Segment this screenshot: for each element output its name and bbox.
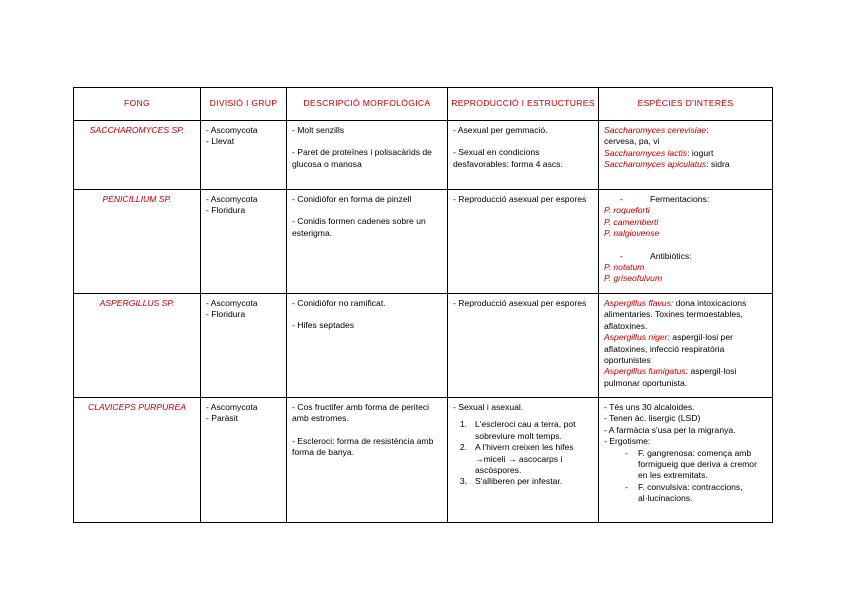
division-cell: - Ascomycota - Floridura (201, 294, 287, 398)
table-row (74, 294, 773, 398)
header-especies: ESPÈCIES D'INTERÈS (599, 88, 773, 121)
morphology-cell: - Cos fructifer amb forma de periteci amb estromes. - Escleroci: forma de resistència amb forma de banya. (287, 398, 448, 523)
header-divisio: DIVISIÓ I GRUP (201, 88, 287, 121)
reproduction-cell: - Reproducció asexual per espores (448, 190, 599, 294)
reproduction-cell: - Asexual per gemmació. - Sexual en condicions desfavorables: forma 4 ascs. (448, 121, 599, 190)
header-descripcio: DESCRIPCIÓ MORFOLÒGICA (287, 88, 448, 121)
header-reproduccio: REPRODUCCIÓ I ESTRUCTURES (448, 88, 599, 121)
fungus-name-cell: SACCHAROMYCES SP. (74, 121, 201, 190)
morphology-cell: - Conidiòfor no ramificat. - Hifes septades (287, 294, 448, 398)
species-cell: Saccharomyces cerevisiae: cervesa, pa, vi Saccharomyces lactis: iogurt Saccharomyces apiculatus: sidra (599, 121, 773, 190)
header-fong: FONG (74, 88, 201, 121)
reproduction-cell: - Reproducció asexual per espores (448, 294, 599, 398)
species-cell: Aspergillus flavus: dona intoxicacions alimentaries. Toxines termoestables, aflatoxines. Aspergillus niger: aspergil·losi per aflatoxines, infecció respiratòria oportunistes Aspergillus fumigatus: aspergil·losi pulmonar oportunista. (599, 294, 773, 398)
reproduction-cell: - Sexual i asexual. 1. L'escleroci cau a terra, pot sobreviure molt temps. 2. A l'hivern creixen les hifes →miceli → ascocarps i ascòspores. 3. S'alliberen per infestar. (448, 398, 599, 523)
list-item: - F. gangrenosa: comença amb formigueig que deriva a cremor en les extremitats. (625, 447, 757, 481)
morphology-cell: - Conidiòfor en forma de pinzell - Conidis formen cadenes sobre un esterigma. (287, 190, 448, 294)
fungi-table (73, 87, 773, 523)
fungus-name-cell: ASPERGILLUS SP. (74, 294, 201, 398)
header-row (74, 88, 773, 121)
list-item: - F. convulsiva: contraccions, al·lucinacions. (625, 481, 743, 504)
fungus-name-cell: CLAVICEPS PURPUREA (74, 398, 201, 523)
list-item: 3. S'alliberen per infestar. (459, 476, 563, 487)
list-item: 2. A l'hivern creixen les hifes →miceli → ascocarps i ascòspores. (459, 442, 574, 476)
species-cell: - Fermentacions: P. roqueforti P. camemberti P. nalgiovense - Antibiòtics: P. notatum P. griseofulvum (599, 190, 773, 294)
fungus-name-cell: PENICILLIUM SP. (74, 190, 201, 294)
division-cell: - Ascomycota - Llevat (201, 121, 287, 190)
species-cell: - Tés uns 30 alcaloides. - Tenen àc. lisergic (LSD) - A farmàcia s'usa per la migranya. - Ergotisme: - F. gangrenosa: comença amb formigueig que deriva a cremor en les extremitats. - F. convulsiva: contraccions, al·lucinacions. (599, 398, 773, 523)
morphology-cell: - Molt senzills - Paret de proteïnes i polisacàrids de glucosa o manosa (287, 121, 448, 190)
table-row (74, 398, 773, 523)
division-cell: - Ascomycota - Floridura (201, 190, 287, 294)
table-row (74, 190, 773, 294)
table-row (74, 121, 773, 190)
list-item: 1. L'escleroci cau a terra, pot sobreviure molt temps. (459, 419, 576, 441)
division-cell: - Ascomycota - Paràsit (201, 398, 287, 523)
